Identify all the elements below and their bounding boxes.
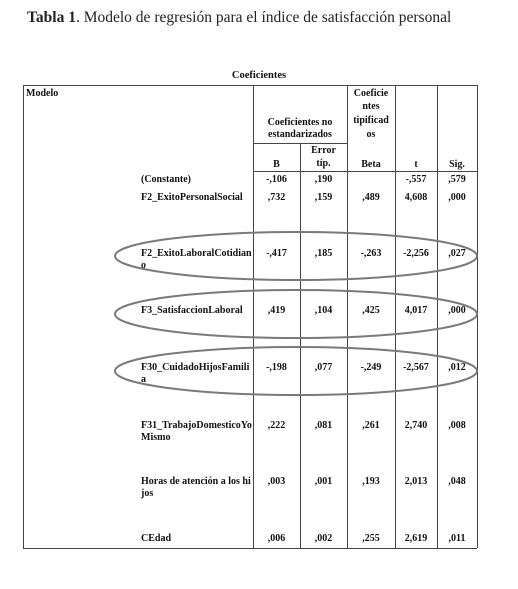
row-label: F30_CuidadoHijosFamilia xyxy=(141,362,250,385)
cell-t: 2,740 xyxy=(404,420,428,431)
header-b: B xyxy=(273,159,280,170)
header-coef-tip-1: Coeficie xyxy=(353,88,389,99)
header-sig: Sig. xyxy=(449,159,465,170)
cell-sig: ,048 xyxy=(448,476,466,487)
caption-text: . Modelo de regresión para el índice de satisfacción personal xyxy=(75,9,452,26)
cell-t: 2,619 xyxy=(404,533,428,544)
cell-beta: ,255 xyxy=(362,533,380,544)
cell-sig: ,012 xyxy=(448,362,466,373)
cell-sig: ,000 xyxy=(448,305,466,316)
cell-err: ,001 xyxy=(314,476,333,487)
cell-beta: ,261 xyxy=(362,420,380,431)
table-title: Coeficientes xyxy=(231,70,287,81)
cell-t: 4,017 xyxy=(404,305,428,316)
highlight-oval xyxy=(115,347,477,395)
row-label: CEdad xyxy=(141,533,172,544)
header-coef-no-std-2: estandarizados xyxy=(268,129,332,140)
row-label: F31_TrabajoDomesticoYoMismo xyxy=(141,420,252,443)
cell-err: ,159 xyxy=(314,192,333,203)
cell-t: 2,013 xyxy=(404,476,428,487)
header-modelo: Modelo xyxy=(26,88,59,99)
cell-err: ,104 xyxy=(314,305,333,316)
cell-sig: ,027 xyxy=(448,248,466,259)
cell-t: 4,608 xyxy=(404,192,428,203)
cell-beta: ,425 xyxy=(362,305,380,316)
cell-beta: -,249 xyxy=(360,362,382,373)
header-beta: Beta xyxy=(361,159,381,170)
header-t: t xyxy=(414,159,418,170)
header-coef-tip-3: tipificad xyxy=(353,115,389,126)
header-coef-no-std-1: Coeficientes no xyxy=(267,117,333,128)
cell-err: ,185 xyxy=(314,248,333,259)
cell-sig: ,579 xyxy=(448,174,466,185)
cell-sig: ,011 xyxy=(448,533,466,544)
cell-b: ,222 xyxy=(267,420,286,431)
row-label: Horas de atención a los hijos xyxy=(141,476,251,499)
cell-b: ,006 xyxy=(267,533,286,544)
header-coef-tip-4: os xyxy=(366,129,376,140)
header-coef-tip-2: ntes xyxy=(362,101,380,112)
cell-err: ,077 xyxy=(314,362,333,373)
cell-beta: -,263 xyxy=(360,248,382,259)
cell-err: ,081 xyxy=(314,420,333,431)
header-error-2: típ. xyxy=(316,158,331,169)
header-error-1: Error xyxy=(311,145,336,156)
row-label: (Constante) xyxy=(141,174,191,185)
cell-sig: ,000 xyxy=(448,192,466,203)
highlight-oval xyxy=(115,232,477,280)
cell-b: ,419 xyxy=(267,305,286,316)
highlight-oval xyxy=(115,290,477,338)
cell-b: -,417 xyxy=(266,248,287,259)
cell-b: ,003 xyxy=(267,476,286,487)
cell-beta: ,193 xyxy=(362,476,380,487)
row-label: F2_ExitoPersonalSocial xyxy=(141,192,243,203)
cell-sig: ,008 xyxy=(448,420,466,431)
caption-label: Tabla 1 xyxy=(27,9,76,26)
row-label: F3_SatisfaccionLaboral xyxy=(141,305,243,316)
cell-t: -,557 xyxy=(405,174,427,185)
cell-beta: ,489 xyxy=(362,192,380,203)
cell-t: -2,567 xyxy=(403,362,429,373)
cell-err: ,002 xyxy=(314,533,333,544)
cell-err: ,190 xyxy=(314,174,333,185)
cell-b: ,732 xyxy=(267,192,286,203)
cell-t: -2,256 xyxy=(403,248,429,259)
cell-b: -,198 xyxy=(266,362,287,373)
cell-b: -,106 xyxy=(266,174,287,185)
row-label: F2_ExitoLaboralCotidiano xyxy=(141,248,252,271)
